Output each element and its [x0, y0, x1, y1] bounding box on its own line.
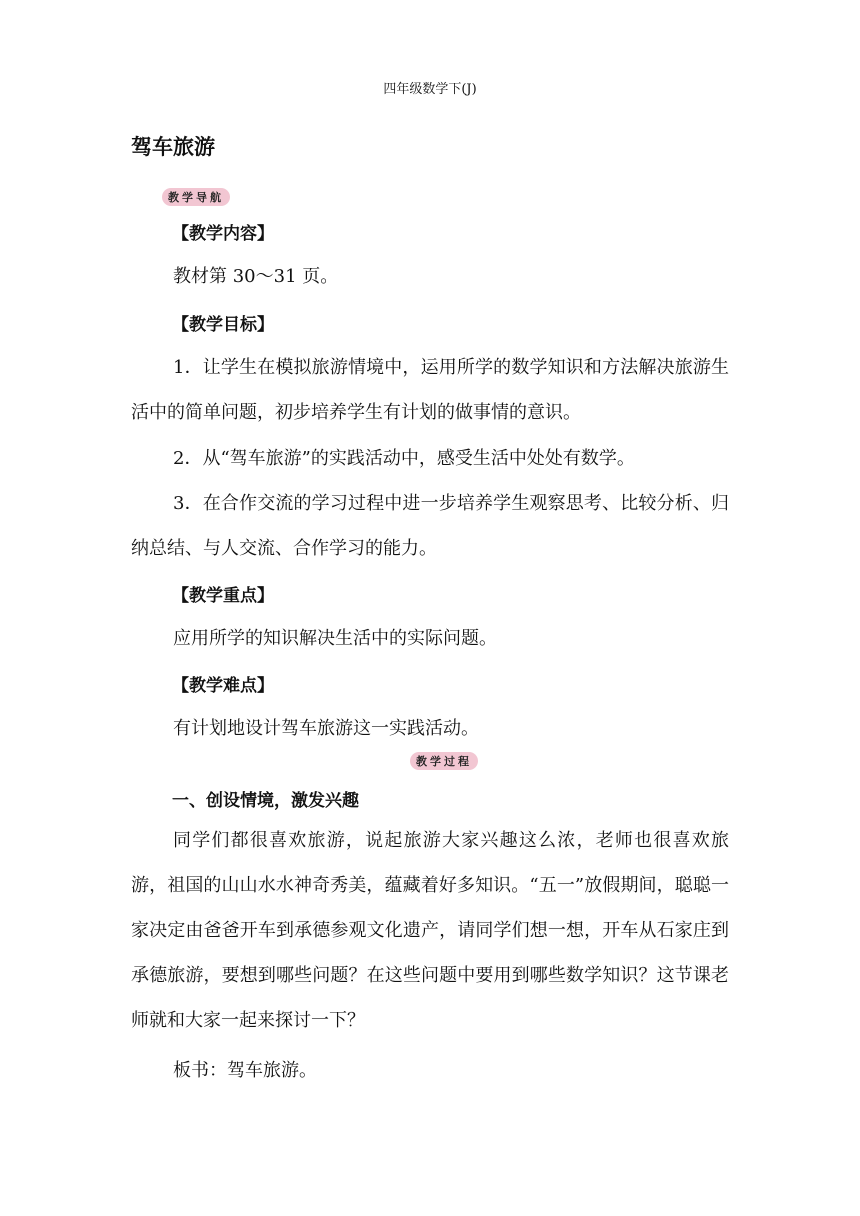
key-text: 应用所学的知识解决生活中的实际问题。	[173, 628, 497, 649]
board-text: 板书：驾车旅游。	[173, 1060, 317, 1081]
section-content-heading: 【教学内容】	[172, 224, 274, 244]
section-key-heading: 【教学重点】	[172, 586, 274, 606]
lesson-title: 驾车旅游	[131, 135, 215, 159]
badge-teaching-process: 教学过程	[410, 752, 478, 770]
goal-3: 3．在合作交流的学习过程中进一步培养学生观察思考、比较分析、归纳总结、与人交流、合作学习的能力。	[131, 493, 729, 559]
section-difficult-heading: 【教学难点】	[172, 676, 274, 696]
step1-heading: 一、创设情境，激发兴趣	[172, 791, 359, 811]
page-header: 四年级数学下(J)	[383, 82, 477, 97]
section-goals-heading: 【教学目标】	[172, 315, 274, 335]
difficult-text: 有计划地设计驾车旅游这一实践活动。	[173, 718, 479, 739]
goal-2: 2．从“驾车旅游”的实践活动中，感受生活中处处有数学。	[173, 448, 635, 469]
content-text: 教材第 30～31 页。	[173, 266, 339, 287]
intro-paragraph: 同学们都很喜欢旅游，说起旅游大家兴趣这么浓，老师也很喜欢旅游，祖国的山山水水神奇秀美，蕴藏着好多知识。“五一”放假期间，聪聪一家决定由爸爸开车到承德参观文化遗产，请同学们想一想，开车从石家庄到承德旅游，要想到哪些问题？在这些问题中要用到哪些数学知识？这节课老师就和大家一起来探讨一下？	[131, 830, 729, 1031]
badge-teaching-nav: 教学导航	[162, 188, 230, 206]
goal-1: 1．让学生在模拟旅游情境中，运用所学的数学知识和方法解决旅游生活中的简单问题，初步培养学生有计划的做事情的意识。	[131, 357, 729, 423]
